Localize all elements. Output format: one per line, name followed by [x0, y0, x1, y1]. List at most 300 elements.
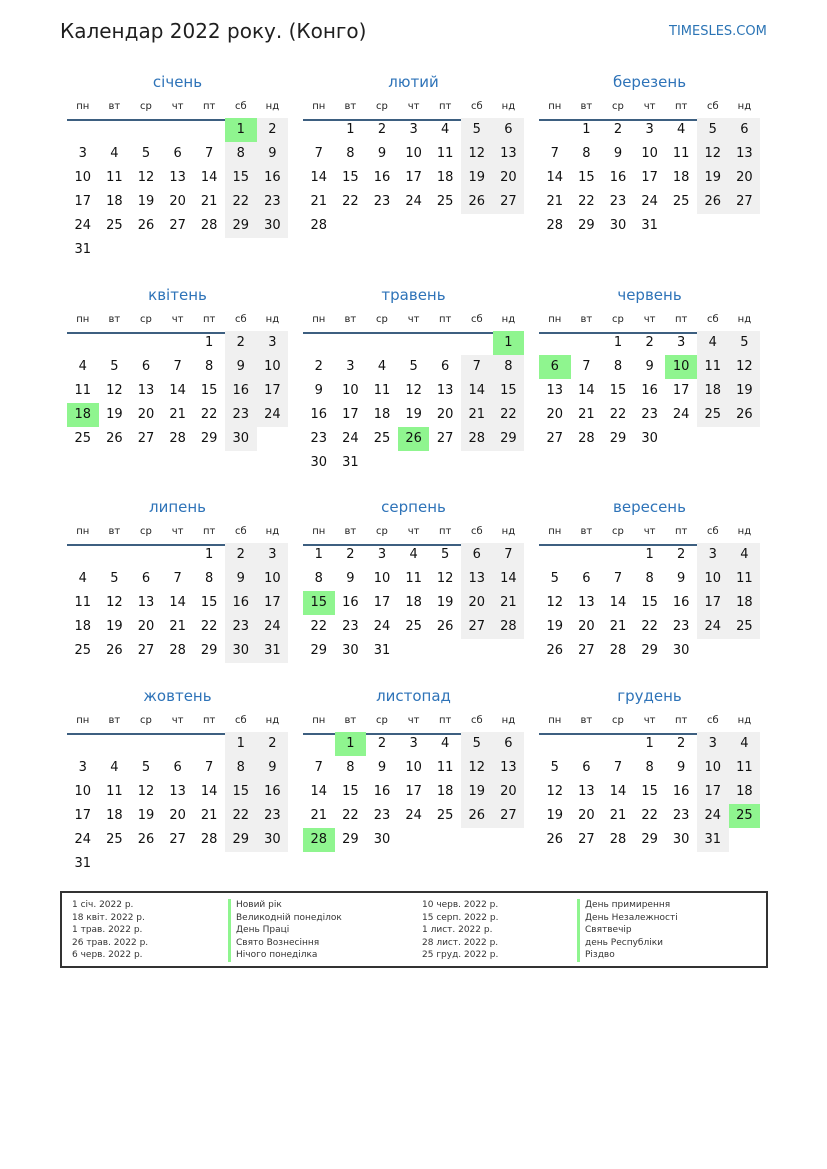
day-cell: 25: [106, 832, 123, 847]
day-cell: 8: [493, 355, 525, 379]
day-cell: 1: [582, 122, 591, 137]
day-cell: 22: [342, 808, 359, 823]
weekday-label: нд: [265, 526, 280, 537]
day-cell: 30: [672, 832, 690, 847]
day-cell: 7: [613, 571, 623, 586]
month-name: липень: [148, 498, 207, 516]
month-name: листопад: [376, 687, 451, 705]
day-cell: 25: [436, 194, 454, 209]
day-cell: 15: [641, 595, 658, 610]
day-cell: 22: [641, 808, 658, 823]
day-cell: 5: [461, 732, 493, 756]
weekday-label: чт: [407, 314, 420, 325]
day-cell: 4: [697, 331, 729, 355]
weekday-header: [303, 526, 524, 540]
weekday-label: пн: [548, 314, 562, 325]
day-cell: 16: [342, 595, 359, 610]
weekday-label: нд: [737, 715, 752, 726]
day-cell: 26: [106, 431, 123, 446]
day-cell: 11: [697, 355, 729, 379]
day-cell: 2: [677, 736, 686, 751]
day-cell: 15: [200, 595, 218, 610]
day-cell: 10: [74, 784, 92, 799]
day-cell: 3: [409, 122, 418, 137]
holiday-day-cell: 1: [225, 118, 257, 142]
weekday-label: вт: [344, 101, 357, 112]
day-cell: 3: [257, 331, 289, 355]
weekday-header: [303, 101, 524, 115]
day-cell: 12: [137, 784, 155, 799]
day-cell: 10: [373, 571, 391, 586]
weekday-label: пн: [76, 101, 90, 112]
day-cell: 19: [137, 808, 155, 823]
weekday-label: пн: [76, 314, 90, 325]
day-cell: 5: [141, 760, 151, 775]
page-title: Календар 2022 року. (Конго): [60, 19, 367, 43]
day-cell: 15: [342, 170, 359, 185]
day-cell: 21: [493, 591, 525, 615]
weekday-label: пн: [312, 526, 326, 537]
day-cell: 14: [200, 784, 218, 799]
legend-holiday-date: 18 квіт. 2022 р.: [72, 912, 145, 923]
holiday-day-cell: 25: [729, 804, 761, 828]
day-cell: 24: [641, 194, 658, 209]
day-cell: 18: [373, 407, 391, 422]
day-cell: 3: [697, 543, 729, 567]
day-cell: 22: [225, 804, 257, 828]
day-cell: 10: [641, 146, 658, 161]
day-cell: 29: [493, 427, 525, 451]
day-cell: 12: [546, 784, 564, 799]
day-cell: 29: [225, 214, 257, 238]
weekday-header: [67, 101, 288, 115]
day-cell: 4: [441, 122, 450, 137]
day-cell: 28: [609, 832, 627, 847]
day-cell: 9: [677, 571, 686, 586]
day-cell: 8: [645, 760, 654, 775]
day-cell: 26: [461, 804, 493, 828]
day-cell: 9: [314, 383, 323, 398]
weekday-label: чт: [171, 526, 184, 537]
day-cell: 3: [645, 122, 654, 137]
legend-holiday-date: 1 січ. 2022 р.: [72, 900, 134, 910]
day-cell: 23: [672, 808, 690, 823]
day-cell: 18: [729, 591, 761, 615]
day-cell: 8: [346, 760, 355, 775]
weekday-label: сб: [470, 314, 483, 325]
weekday-header: [539, 715, 760, 729]
day-cell: 8: [314, 571, 323, 586]
day-cell: 7: [582, 359, 591, 374]
day-cell: 18: [436, 784, 454, 799]
day-cell: 4: [409, 547, 418, 562]
weekday-label: вт: [344, 715, 357, 726]
day-cell: 7: [173, 571, 182, 586]
day-cell: 19: [461, 780, 493, 804]
weekday-label: пн: [312, 101, 326, 112]
weekday-label: ср: [612, 314, 624, 325]
weekday-header: [539, 101, 760, 115]
day-cell: 28: [493, 615, 525, 639]
day-cell: 21: [310, 194, 328, 209]
day-cell: 6: [141, 359, 151, 374]
day-cell: 21: [578, 407, 595, 422]
legend-holiday-date: 10 черв. 2022 р.: [422, 900, 499, 910]
day-cell: 5: [697, 118, 729, 142]
legend-holiday-name: Свято Вознесіння: [228, 937, 342, 950]
day-cell: 30: [225, 427, 257, 451]
day-cell: 17: [405, 170, 422, 185]
weekday-label: сб: [706, 314, 719, 325]
weekday-label: нд: [737, 101, 752, 112]
day-cell: 16: [225, 379, 257, 403]
day-cell: 14: [461, 379, 493, 403]
day-cell: 9: [346, 571, 355, 586]
day-cell: 12: [137, 170, 155, 185]
day-cell: 2: [377, 736, 387, 751]
day-cell: 22: [200, 407, 218, 422]
weekday-label: вт: [580, 715, 593, 726]
weekday-label: чт: [643, 314, 656, 325]
day-cell: 4: [78, 571, 87, 586]
day-cell: 29: [310, 643, 328, 658]
day-cell: 26: [436, 619, 454, 634]
legend-holiday-name: день Республіки: [577, 937, 678, 950]
weekday-label: сб: [706, 715, 719, 726]
weekday-header: [539, 314, 760, 328]
weekday-label: ср: [140, 715, 152, 726]
day-cell: 12: [461, 756, 493, 780]
day-cell: 23: [257, 804, 289, 828]
day-cell: 27: [436, 431, 454, 446]
day-cell: 19: [697, 166, 729, 190]
weekday-label: ср: [140, 101, 152, 112]
day-cell: 31: [697, 828, 729, 852]
day-cell: 24: [697, 615, 729, 639]
day-cell: 26: [546, 832, 564, 847]
day-cell: 9: [613, 146, 623, 161]
day-cell: 14: [578, 383, 595, 398]
day-cell: 17: [74, 808, 92, 823]
weekday-label: пн: [312, 314, 326, 325]
day-cell: 16: [310, 407, 328, 422]
month-name: березень: [612, 73, 687, 91]
day-cell: 13: [493, 756, 525, 780]
day-cell: 2: [257, 732, 289, 756]
day-cell: 22: [641, 619, 658, 634]
legend-holiday-name: День примирення: [577, 899, 678, 912]
day-cell: 4: [110, 146, 119, 161]
legend-holiday-name: Новий рік: [228, 899, 342, 912]
day-cell: 29: [609, 431, 627, 446]
day-cell: 20: [137, 619, 155, 634]
day-cell: 12: [106, 383, 123, 398]
legend-holiday-date: 26 трав. 2022 р.: [72, 937, 149, 948]
month-divider: [303, 332, 524, 334]
weekday-label: нд: [265, 314, 280, 325]
day-cell: 4: [729, 732, 761, 756]
day-cell: 25: [436, 808, 454, 823]
day-cell: 7: [173, 359, 182, 374]
weekday-label: чт: [171, 715, 184, 726]
day-cell: 29: [578, 218, 595, 233]
day-cell: 7: [550, 146, 559, 161]
day-cell: 21: [200, 808, 218, 823]
day-cell: 20: [493, 166, 525, 190]
day-cell: 16: [257, 166, 289, 190]
day-cell: 15: [609, 383, 627, 398]
day-cell: 23: [373, 808, 391, 823]
day-cell: 16: [373, 170, 391, 185]
day-cell: 24: [405, 808, 422, 823]
weekday-label: пт: [203, 526, 216, 537]
weekday-label: нд: [501, 314, 516, 325]
weekday-label: чт: [643, 715, 656, 726]
day-cell: 27: [578, 832, 595, 847]
legend-holiday-name: День Праці: [228, 924, 342, 937]
day-cell: 10: [342, 383, 359, 398]
month-name: лютий: [388, 73, 439, 91]
day-cell: 28: [578, 431, 595, 446]
day-cell: 30: [672, 643, 690, 658]
day-cell: 11: [436, 760, 454, 775]
day-cell: 24: [257, 403, 289, 427]
day-cell: 11: [405, 571, 422, 586]
day-cell: 2: [257, 118, 289, 142]
day-cell: 6: [582, 760, 591, 775]
day-cell: 17: [257, 379, 289, 403]
day-cell: 8: [225, 756, 257, 780]
day-cell: 10: [257, 355, 289, 379]
day-cell: 28: [310, 218, 328, 233]
day-cell: 19: [106, 619, 123, 634]
weekday-label: вт: [344, 526, 357, 537]
legend-holiday-name: Нічого понеділка: [228, 949, 342, 962]
legend-holiday-date: 6 черв. 2022 р.: [72, 950, 143, 960]
weekday-label: чт: [171, 101, 184, 112]
day-cell: 6: [582, 571, 591, 586]
weekday-label: нд: [265, 715, 280, 726]
day-cell: 14: [310, 784, 328, 799]
day-cell: 10: [697, 567, 729, 591]
site-link[interactable]: TIMESLES.COM: [669, 24, 767, 39]
day-cell: 27: [137, 643, 155, 658]
day-cell: 17: [641, 170, 658, 185]
legend-dates-left: [72, 899, 148, 962]
day-cell: 8: [582, 146, 591, 161]
day-cell: 24: [697, 804, 729, 828]
day-cell: 23: [672, 619, 690, 634]
weekday-label: сб: [234, 314, 247, 325]
day-cell: 5: [409, 359, 418, 374]
day-cell: 8: [613, 359, 623, 374]
weekday-label: пн: [548, 715, 562, 726]
day-cell: 3: [377, 547, 387, 562]
weekday-label: ср: [140, 314, 152, 325]
day-cell: 22: [225, 190, 257, 214]
day-cell: 3: [78, 146, 87, 161]
day-cell: 26: [461, 190, 493, 214]
day-cell: 26: [106, 643, 123, 658]
holiday-legend: [60, 891, 768, 968]
weekday-label: пн: [312, 715, 326, 726]
day-cell: 13: [461, 567, 493, 591]
day-cell: 11: [436, 146, 454, 161]
weekday-label: пт: [439, 526, 452, 537]
day-cell: 27: [578, 643, 595, 658]
weekday-label: чт: [407, 101, 420, 112]
day-cell: 19: [106, 407, 123, 422]
day-cell: 13: [169, 784, 186, 799]
day-cell: 1: [205, 547, 214, 562]
weekday-label: пн: [76, 715, 90, 726]
weekday-label: вт: [108, 101, 121, 112]
day-cell: 14: [609, 595, 627, 610]
day-cell: 18: [106, 808, 123, 823]
day-cell: 10: [257, 567, 289, 591]
day-cell: 8: [205, 359, 214, 374]
day-cell: 28: [609, 643, 627, 658]
day-cell: 8: [346, 146, 355, 161]
day-cell: 3: [257, 543, 289, 567]
day-cell: 11: [106, 784, 123, 799]
day-cell: 12: [461, 142, 493, 166]
day-cell: 20: [578, 619, 595, 634]
weekday-header: [67, 314, 288, 328]
day-cell: 15: [225, 780, 257, 804]
day-cell: 24: [373, 619, 391, 634]
weekday-label: чт: [407, 526, 420, 537]
day-cell: 27: [137, 431, 155, 446]
day-cell: 23: [225, 615, 257, 639]
day-cell: 31: [373, 643, 391, 658]
day-cell: 12: [405, 383, 422, 398]
weekday-label: сб: [234, 526, 247, 537]
day-cell: 14: [169, 595, 186, 610]
day-cell: 6: [493, 732, 525, 756]
month-name: серпень: [381, 498, 446, 516]
weekday-label: нд: [501, 526, 516, 537]
month-name: квітень: [148, 286, 207, 304]
day-cell: 26: [137, 832, 155, 847]
day-cell: 28: [200, 218, 218, 233]
weekday-label: сб: [470, 526, 483, 537]
weekday-label: сб: [470, 101, 483, 112]
day-cell: 23: [373, 194, 391, 209]
day-cell: 24: [74, 832, 92, 847]
day-cell: 20: [578, 808, 595, 823]
day-cell: 16: [609, 170, 627, 185]
day-cell: 2: [225, 331, 257, 355]
day-cell: 7: [205, 146, 214, 161]
day-cell: 7: [205, 760, 214, 775]
weekday-label: вт: [580, 314, 593, 325]
day-cell: 8: [205, 571, 214, 586]
month-name: червень: [617, 286, 682, 304]
day-cell: 13: [436, 383, 454, 398]
day-cell: 31: [74, 242, 92, 257]
day-cell: 27: [169, 832, 186, 847]
day-cell: 19: [546, 808, 564, 823]
day-cell: 13: [137, 595, 155, 610]
day-cell: 30: [310, 455, 328, 470]
day-cell: 20: [546, 407, 564, 422]
day-cell: 29: [225, 828, 257, 852]
weekday-label: пт: [439, 715, 452, 726]
day-cell: 12: [546, 595, 564, 610]
day-cell: 2: [613, 122, 623, 137]
day-cell: 22: [342, 194, 359, 209]
day-cell: 30: [641, 431, 658, 446]
day-cell: 13: [169, 170, 186, 185]
day-cell: 17: [342, 407, 359, 422]
day-cell: 6: [141, 571, 151, 586]
day-cell: 21: [461, 403, 493, 427]
day-cell: 1: [645, 736, 654, 751]
day-cell: 25: [729, 615, 761, 639]
day-cell: 22: [493, 403, 525, 427]
holiday-day-cell: 26: [398, 427, 430, 451]
day-cell: 5: [461, 118, 493, 142]
legend-holiday-date: 1 лист. 2022 р.: [422, 925, 493, 935]
day-cell: 21: [546, 194, 564, 209]
day-cell: 27: [461, 615, 493, 639]
day-cell: 31: [342, 455, 359, 470]
day-cell: 11: [74, 595, 92, 610]
day-cell: 10: [697, 756, 729, 780]
day-cell: 30: [257, 828, 289, 852]
day-cell: 5: [550, 571, 559, 586]
day-cell: 13: [493, 142, 525, 166]
day-cell: 11: [373, 383, 391, 398]
day-cell: 5: [110, 571, 119, 586]
day-cell: 27: [169, 218, 186, 233]
weekday-label: чт: [643, 101, 656, 112]
day-cell: 25: [697, 403, 729, 427]
weekday-label: сб: [234, 101, 247, 112]
day-cell: 31: [641, 218, 658, 233]
day-cell: 26: [729, 403, 761, 427]
day-cell: 21: [609, 619, 627, 634]
day-cell: 3: [78, 760, 87, 775]
day-cell: 25: [373, 431, 391, 446]
day-cell: 28: [461, 427, 493, 451]
day-cell: 17: [257, 591, 289, 615]
day-cell: 25: [405, 619, 422, 634]
day-cell: 21: [310, 808, 328, 823]
day-cell: 25: [106, 218, 123, 233]
day-cell: 1: [314, 547, 323, 562]
day-cell: 9: [225, 567, 257, 591]
legend-holiday-name: Різдво: [577, 949, 678, 962]
legend-holiday-date: 15 серп. 2022 р.: [422, 912, 499, 923]
day-cell: 27: [493, 190, 525, 214]
weekday-label: вт: [580, 526, 593, 537]
weekday-label: нд: [265, 101, 280, 112]
day-cell: 21: [609, 808, 627, 823]
day-cell: 24: [672, 407, 690, 422]
day-cell: 26: [137, 218, 155, 233]
day-cell: 27: [729, 190, 761, 214]
day-cell: 5: [729, 331, 761, 355]
day-cell: 19: [405, 407, 422, 422]
day-cell: 31: [257, 639, 289, 663]
day-cell: 6: [461, 543, 493, 567]
day-cell: 24: [74, 218, 92, 233]
day-cell: 29: [200, 431, 218, 446]
day-cell: 30: [225, 639, 257, 663]
day-cell: 2: [225, 543, 257, 567]
